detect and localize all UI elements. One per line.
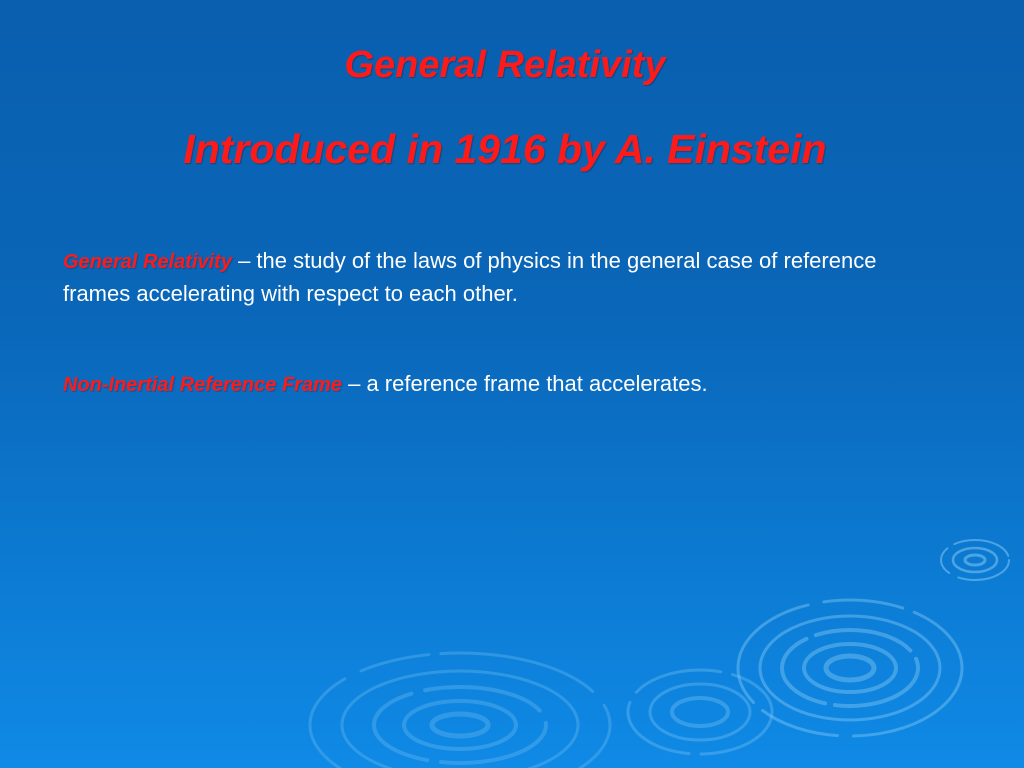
slide-subtitle: Introduced in 1916 by A. Einstein bbox=[183, 126, 827, 172]
definition-term: Non-Inertial Reference Frame bbox=[63, 374, 342, 396]
definition-term: General Relativity bbox=[63, 251, 232, 273]
definition-text: – a reference frame that accelerates. bbox=[341, 371, 708, 396]
medium-ripple bbox=[628, 670, 772, 754]
slide-title: General Relativity bbox=[344, 44, 666, 86]
definition-general-relativity bbox=[63, 245, 943, 309]
small-ripple bbox=[941, 540, 1009, 580]
definition-text: – the study of the laws of physics in the general case of reference frames accelerating with respect to each other. bbox=[63, 248, 877, 306]
large-ripple bbox=[738, 600, 962, 736]
wide-ripple bbox=[310, 653, 610, 768]
definition-non-inertial-frame bbox=[63, 368, 943, 401]
